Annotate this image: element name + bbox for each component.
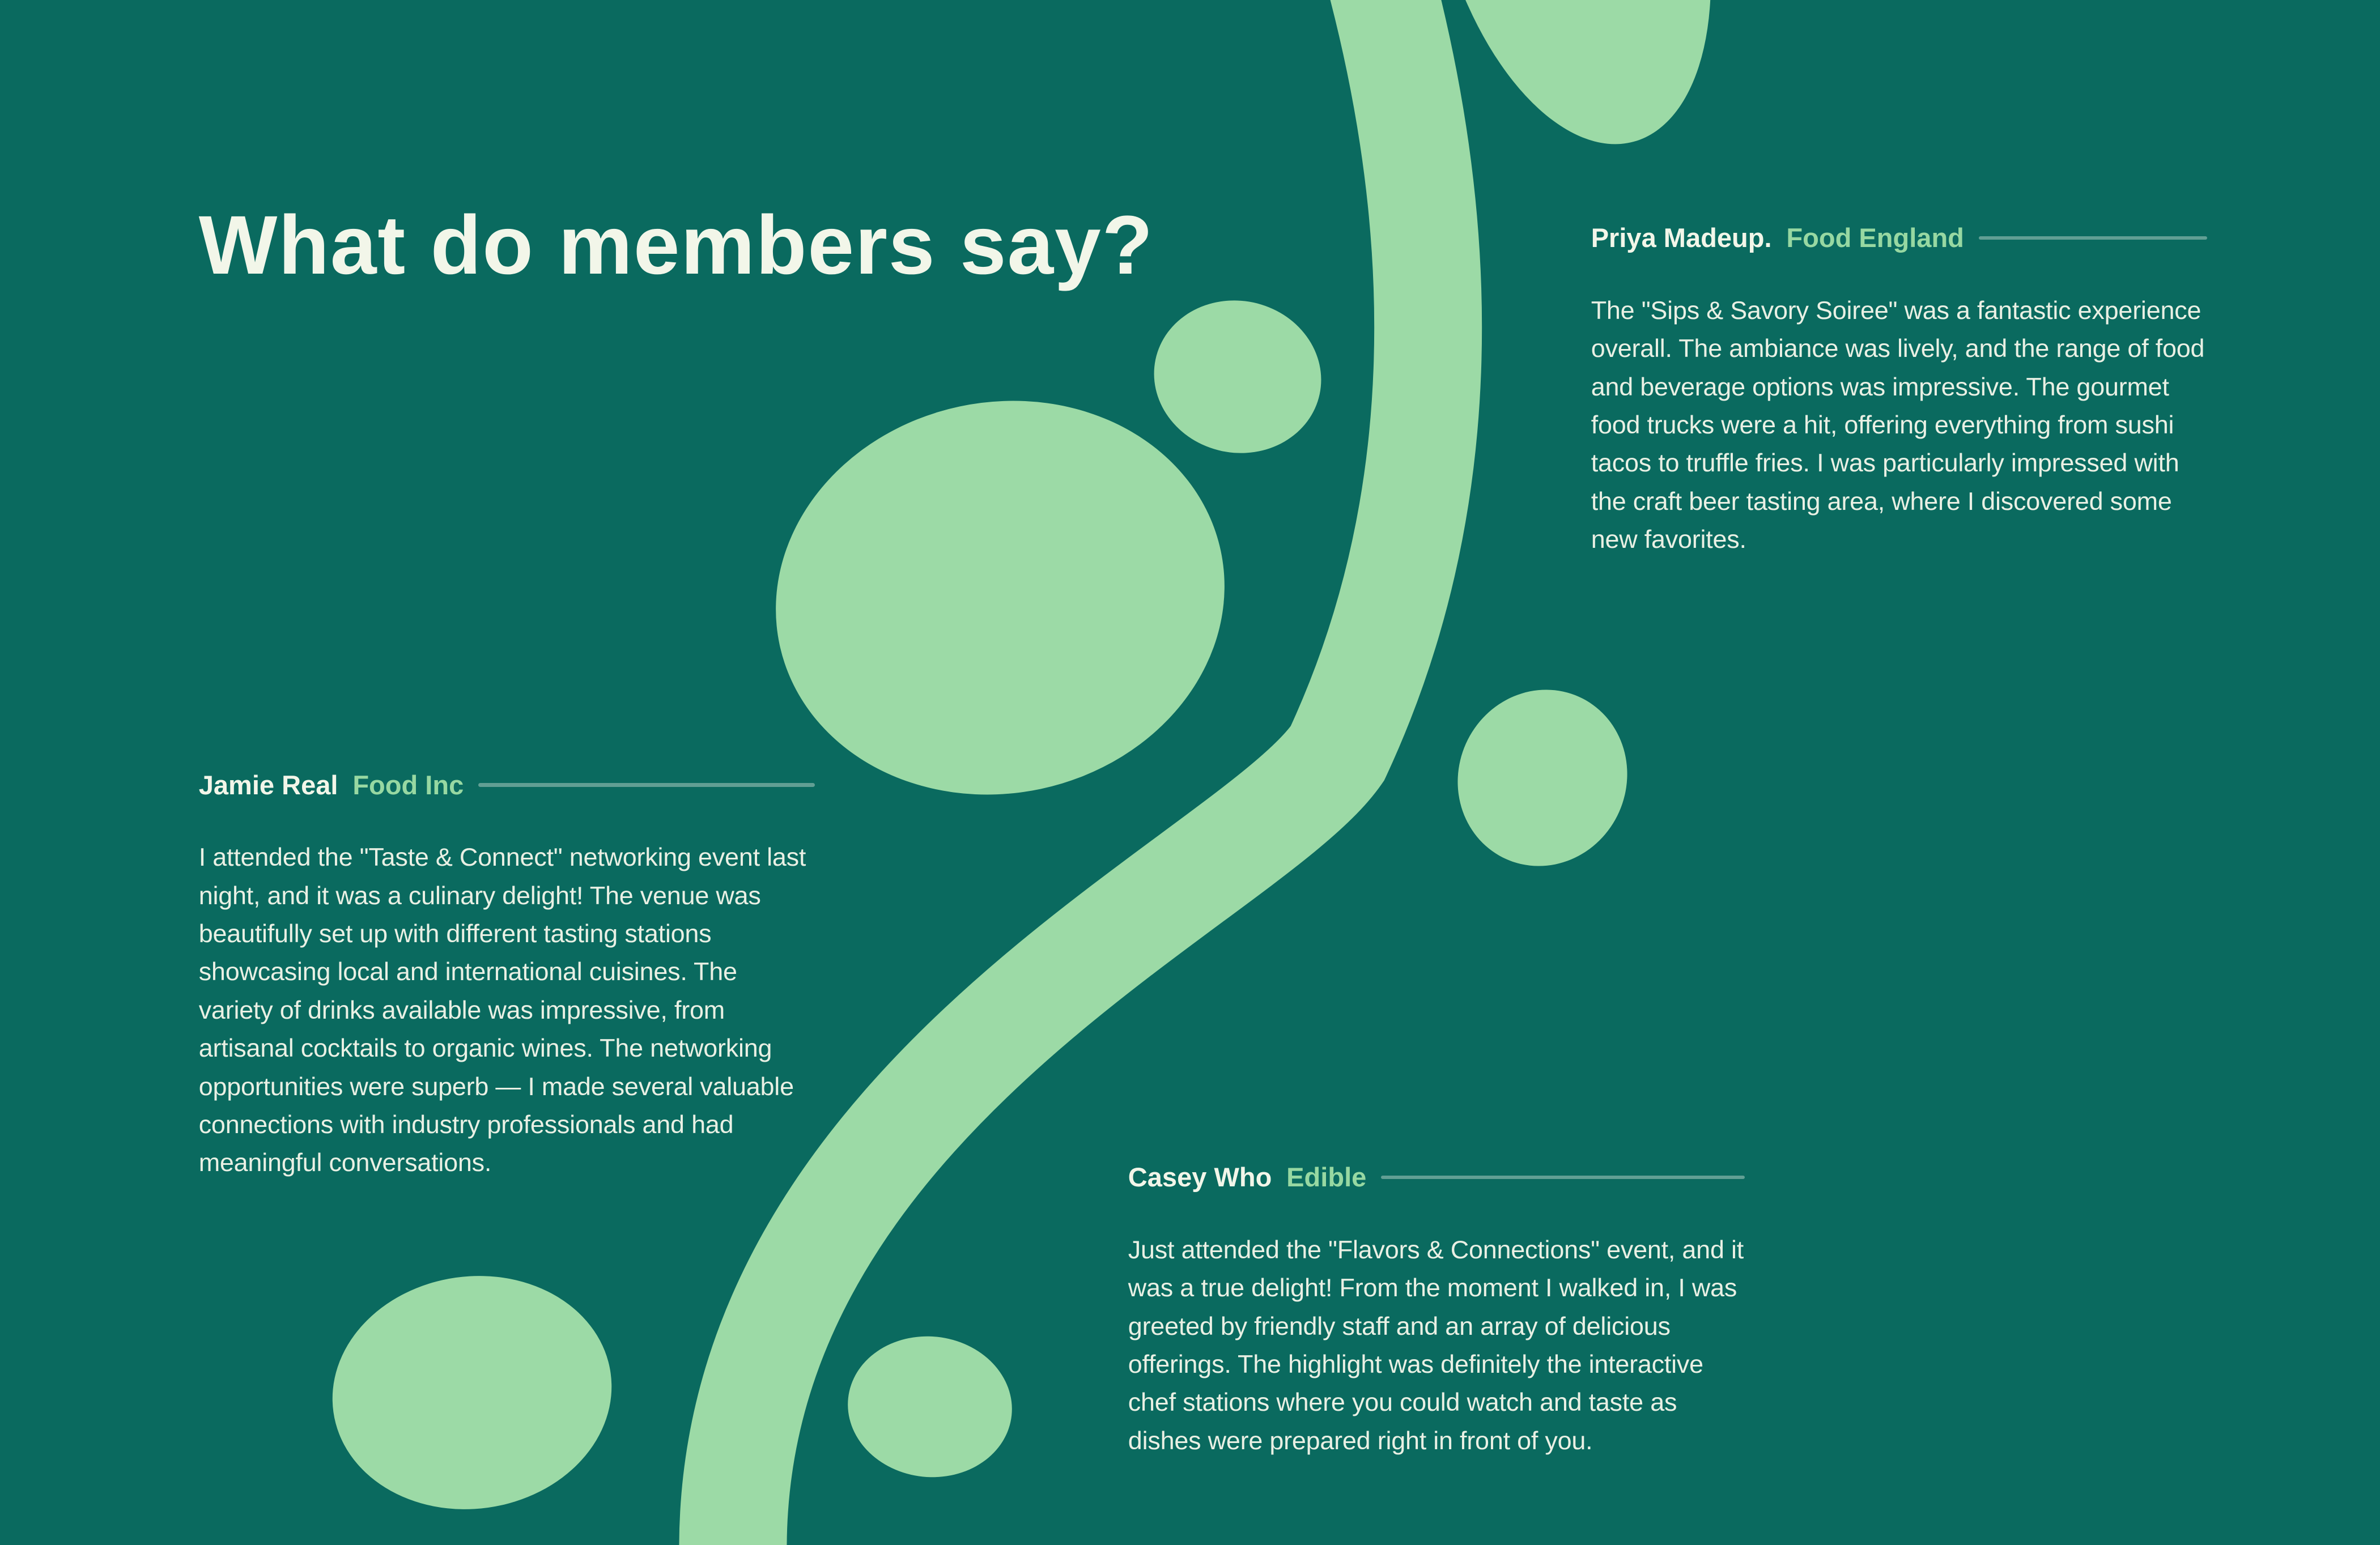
- testimonial-header: [1591, 219, 2208, 257]
- section-heading: What do members say?: [198, 199, 1154, 292]
- member-name: Jamie Real: [198, 769, 338, 800]
- blob-bottom-center: [841, 1329, 1019, 1486]
- blob-right-small: [1430, 662, 1655, 893]
- testimonial-jamie-real: [199, 767, 815, 1182]
- header-divider-line: [1979, 236, 2208, 240]
- header-divider-line: [478, 783, 815, 786]
- member-name: Casey Who: [1128, 1162, 1272, 1193]
- member-company: Food England: [1786, 223, 1964, 253]
- header-divider-line: [1381, 1176, 1744, 1179]
- member-company: Food Inc: [352, 769, 464, 800]
- testimonial-header: [199, 767, 815, 804]
- blob-circle-upper: [1140, 285, 1335, 469]
- testimonial-casey-who: [1128, 1159, 1745, 1459]
- testimonial-quote: I attended the "Taste & Connect" networking event last night, and it was a culinary delight! The venue was beautifully set up with different tasting stations showcasing local and international cuisines. The variety of drinks available was impressive, from artisanal cocktails to organic wines. The networking opportunities were superb — I made several valuable connections with industry professionals and had meaningful conversations.: [198, 842, 806, 1177]
- testimonial-quote: The "Sips & Savory Soiree" was a fantastic experience overall. The ambiance was lively, and the range of food and beverage options was impressive. The gourmet food trucks were a hit, offering everything from sushi tacos to truffle fries. I was particularly impressed with the craft beer tasting area, where I discovered some new favorites.: [1591, 295, 2205, 554]
- blob-bottom-left: [317, 1258, 627, 1527]
- member-company: Edible: [1286, 1162, 1367, 1193]
- testimonial-header: [1128, 1159, 1745, 1196]
- testimonial-quote: Just attended the "Flavors & Connections" event, and it was a true delight! From the moment I walked in, I was greeted by friendly staff and an array of delicious offerings. The highlight was definitely the interactive chef stations where you could watch and taste as dishes were prepared right in front of you.: [1128, 1235, 1744, 1455]
- member-name: Priya Madeup.: [1591, 223, 1772, 253]
- testimonial-priya-madeup: [1591, 219, 2208, 558]
